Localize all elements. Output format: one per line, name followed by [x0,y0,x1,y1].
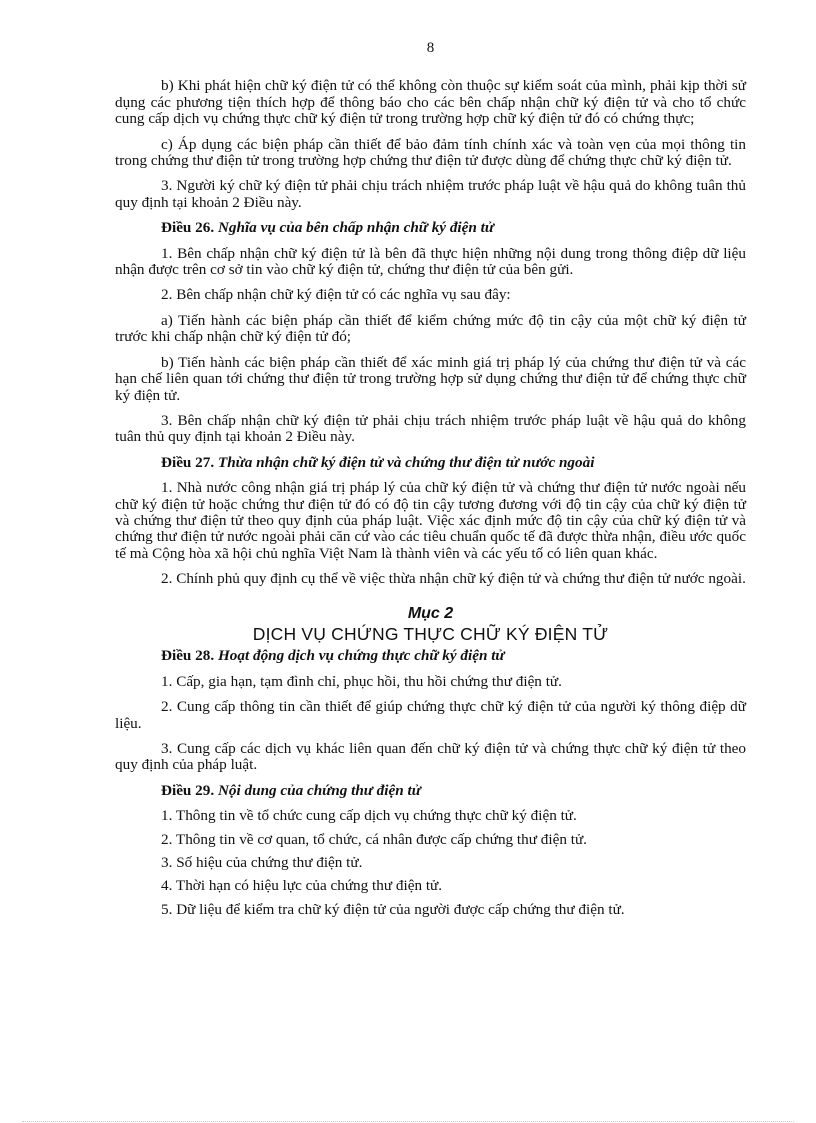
article-number: Điều 29. [161,781,215,799]
article-28-heading [115,648,746,664]
article-27-clause-1: 1. Nhà nước công nhận giá trị pháp lý của chữ ký điện tử và chứng thư điện tử nước ngoài nếu chữ ký điện tử hoặc chứng thư điện tử đó có độ tin cậy tương đương với độ tin cậy của chữ ký điện tử và chứng thư điện tử theo quy định của pháp luật. Việc xác định mức độ tin cậy của chữ ký điện tử và chứng thư điện tử nước ngoài phải căn cứ vào các tiêu chuẩn quốc tế đã được thừa nhận, điều ước quốc tế mà Cộng hòa xã hội chủ nghĩa Việt Nam là thành viên và các yếu tố có liên quan khác. [115,479,746,562]
page-number: 8 [426,40,435,56]
article-26-clause-2b: b) Tiến hành các biện pháp cần thiết để xác minh giá trị pháp lý của chứng thư điện tử và các hạn chế liên quan tới chứng thư điện tử trong trường hợp sử dụng chứng thư điện tử để chứng thực chữ ký điện tử. [115,353,746,404]
article-26-clause-3: 3. Bên chấp nhận chữ ký điện tử phải chịu trách nhiệm trước pháp luật về hậu quả do không tuân thủ quy định tại khoản 2 Điều này. [115,411,746,446]
section-title: DỊCH VỤ CHỨNG THỰC CHỮ KÝ ĐIỆN TỬ [252,623,609,644]
section-label: Mục 2 [407,604,454,622]
article-title: Thừa nhận chữ ký điện tử và chứng thư điện tử nước ngoài [217,453,595,471]
article-29-clause-1: 1. Thông tin về tổ chức cung cấp dịch vụ chứng thực chữ ký điện tử. [161,807,577,825]
article-26-clause-2: 2. Bên chấp nhận chữ ký điện tử có các nghĩa vụ sau đây: [161,286,511,304]
article-29-clause-3: 3. Số hiệu của chứng thư điện tử. [161,854,363,872]
page-bottom-divider [22,1121,794,1122]
article-29-heading [115,783,746,799]
article-title: Nghĩa vụ của bên chấp nhận chữ ký điện tử [217,219,494,237]
article-29-clause-2: 2. Thông tin về cơ quan, tổ chức, cá nhân được cấp chứng thư điện tử. [161,830,587,848]
paragraph-3: 3. Người ký chữ ký điện tử phải chịu trách nhiệm trước pháp luật về hậu quả do không tuân thủ quy định tại khoản 2 Điều này. [115,177,746,211]
article-29-clause-4: 4. Thời hạn có hiệu lực của chứng thư điện tử. [161,877,443,895]
article-number: Điều 27. [161,453,215,471]
article-26-heading [115,220,746,236]
article-number: Điều 28. [161,647,215,665]
article-27-clause-2: 2. Chính phủ quy định cụ thể về việc thừa nhận chữ ký điện tử và chứng thư điện tử nước ngoài. [161,570,746,588]
article-27-heading [115,455,746,471]
article-26-clause-1: 1. Bên chấp nhận chữ ký điện tử là bên đã thực hiện những nội dung trong thông điệp dữ liệu nhận được trên cơ sở tin vào chữ ký điện tử, chứng thư điện tử của bên gửi. [115,244,746,279]
article-number: Điều 26. [161,219,215,237]
article-29-clause-5: 5. Dữ liệu để kiểm tra chữ ký điện tử của người được cấp chứng thư điện tử. [161,900,625,918]
article-28-clause-1: 1. Cấp, gia hạn, tạm đình chỉ, phục hồi, thu hồi chứng thư điện tử. [161,672,562,690]
article-26-clause-2a: a) Tiến hành các biện pháp cần thiết để kiểm chứng mức độ tin cậy của một chữ ký điện tử trước khi chấp nhận chữ ký điện tử đó; [115,311,746,346]
document-page [115,40,746,925]
article-28-clause-3: 3. Cung cấp các dịch vụ khác liên quan đến chữ ký điện tử và chứng thực chữ ký điện tử theo quy định của pháp luật. [115,740,746,774]
paragraph-2b: b) Khi phát hiện chữ ký điện tử có thể không còn thuộc sự kiểm soát của mình, phải kịp thời sử dụng các phương tiện thích hợp để thông báo cho các bên chấp nhận chữ ký điện tử và cho tổ chức cung cấp dịch vụ chứng thực chữ ký điện tử trong trường hợp chữ ký điện tử đó có chứng thực; [115,77,746,128]
article-title: Nội dung của chứng thư điện tử [217,781,421,799]
article-28-clause-2: 2. Cung cấp thông tin cần thiết để giúp chứng thực chữ ký điện tử của người ký thông điệp dữ liệu. [115,698,746,732]
article-title: Hoạt động dịch vụ chứng thực chữ ký điện tử [217,647,505,665]
paragraph-2c: c) Áp dụng các biện pháp cần thiết để bảo đảm tính chính xác và toàn vẹn của mọi thông tin trong chứng thư điện tử trong trường hợp chứng thư điện tử được dùng để chứng thực chữ ký điện tử. [115,135,746,170]
